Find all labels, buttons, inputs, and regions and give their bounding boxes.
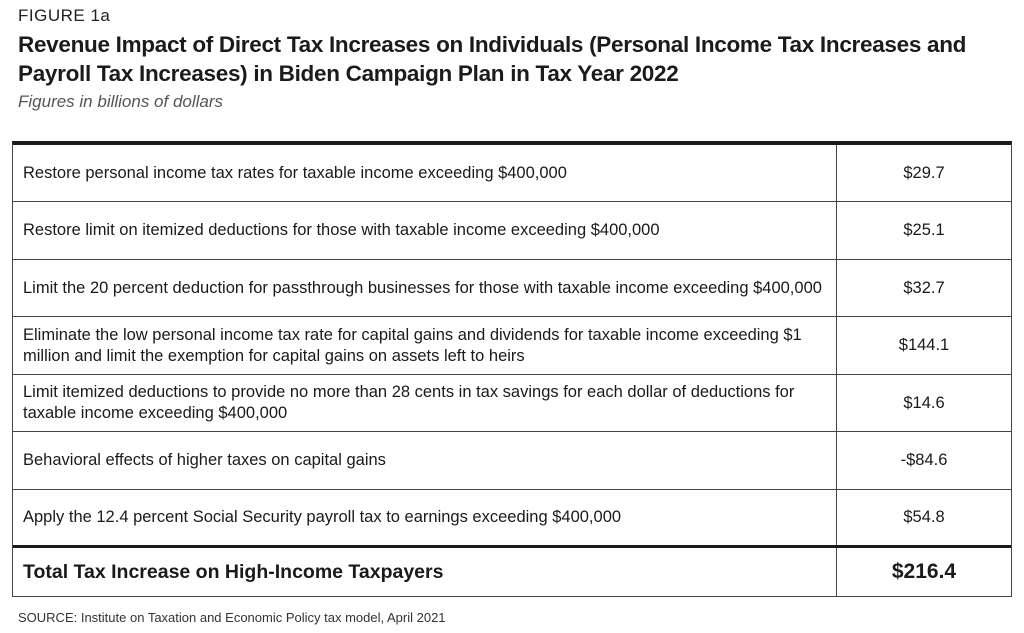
row-label: Restore limit on itemized deductions for those with taxable income exceeding $400,000: [13, 202, 837, 259]
table-row: [13, 432, 1011, 490]
total-label: Total Tax Increase on High-Income Taxpayers: [13, 548, 837, 596]
table-row: [13, 375, 1011, 432]
row-value: $32.7: [903, 278, 945, 297]
table-row: [13, 490, 1011, 545]
row-value: $29.7: [903, 163, 945, 182]
row-value: $144.1: [898, 336, 950, 354]
row-label: Eliminate the low personal income tax rate for capital gains and dividends for taxable income exceeding $1 million and limit the exemption for capital gains on assets left to heirs: [13, 317, 837, 374]
row-label: Limit the 20 percent deduction for passthrough businesses for those with taxable income exceeding $400,000: [13, 260, 837, 316]
row-label: Apply the 12.4 percent Social Security payroll tax to earnings exceeding $400,000: [13, 490, 837, 545]
row-value: $25.1: [903, 221, 945, 239]
source-note: SOURCE: Institute on Taxation and Economic Policy tax model, April 2021: [18, 610, 446, 625]
row-label: Restore personal income tax rates for taxable income exceeding $400,000: [13, 145, 837, 201]
total-value: $216.4: [891, 560, 957, 583]
table-row: [13, 145, 1011, 202]
figure-label: FIGURE 1a: [18, 6, 111, 25]
figure-title: Revenue Impact of Direct Tax Increases on Individuals (Personal Income Tax Increases and Payroll Tax Increases) in Biden Campaign Plan in Tax Year 2022: [18, 32, 967, 86]
row-value: $14.6: [903, 393, 945, 412]
row-label: Limit itemized deductions to provide no more than 28 cents in tax savings for each dollar of deductions for taxable income exceeding $400,000: [13, 375, 837, 431]
row-label: Behavioral effects of higher taxes on capital gains: [13, 432, 837, 489]
row-value: $54.8: [903, 508, 945, 526]
row-value: -$84.6: [900, 451, 948, 469]
tax-table: [12, 141, 1012, 597]
total-row: [13, 545, 1011, 597]
table-row: [13, 260, 1011, 317]
figure-subtitle: Figures in billions of dollars: [18, 92, 224, 111]
table-row: [13, 317, 1011, 375]
table-row: [13, 202, 1011, 260]
